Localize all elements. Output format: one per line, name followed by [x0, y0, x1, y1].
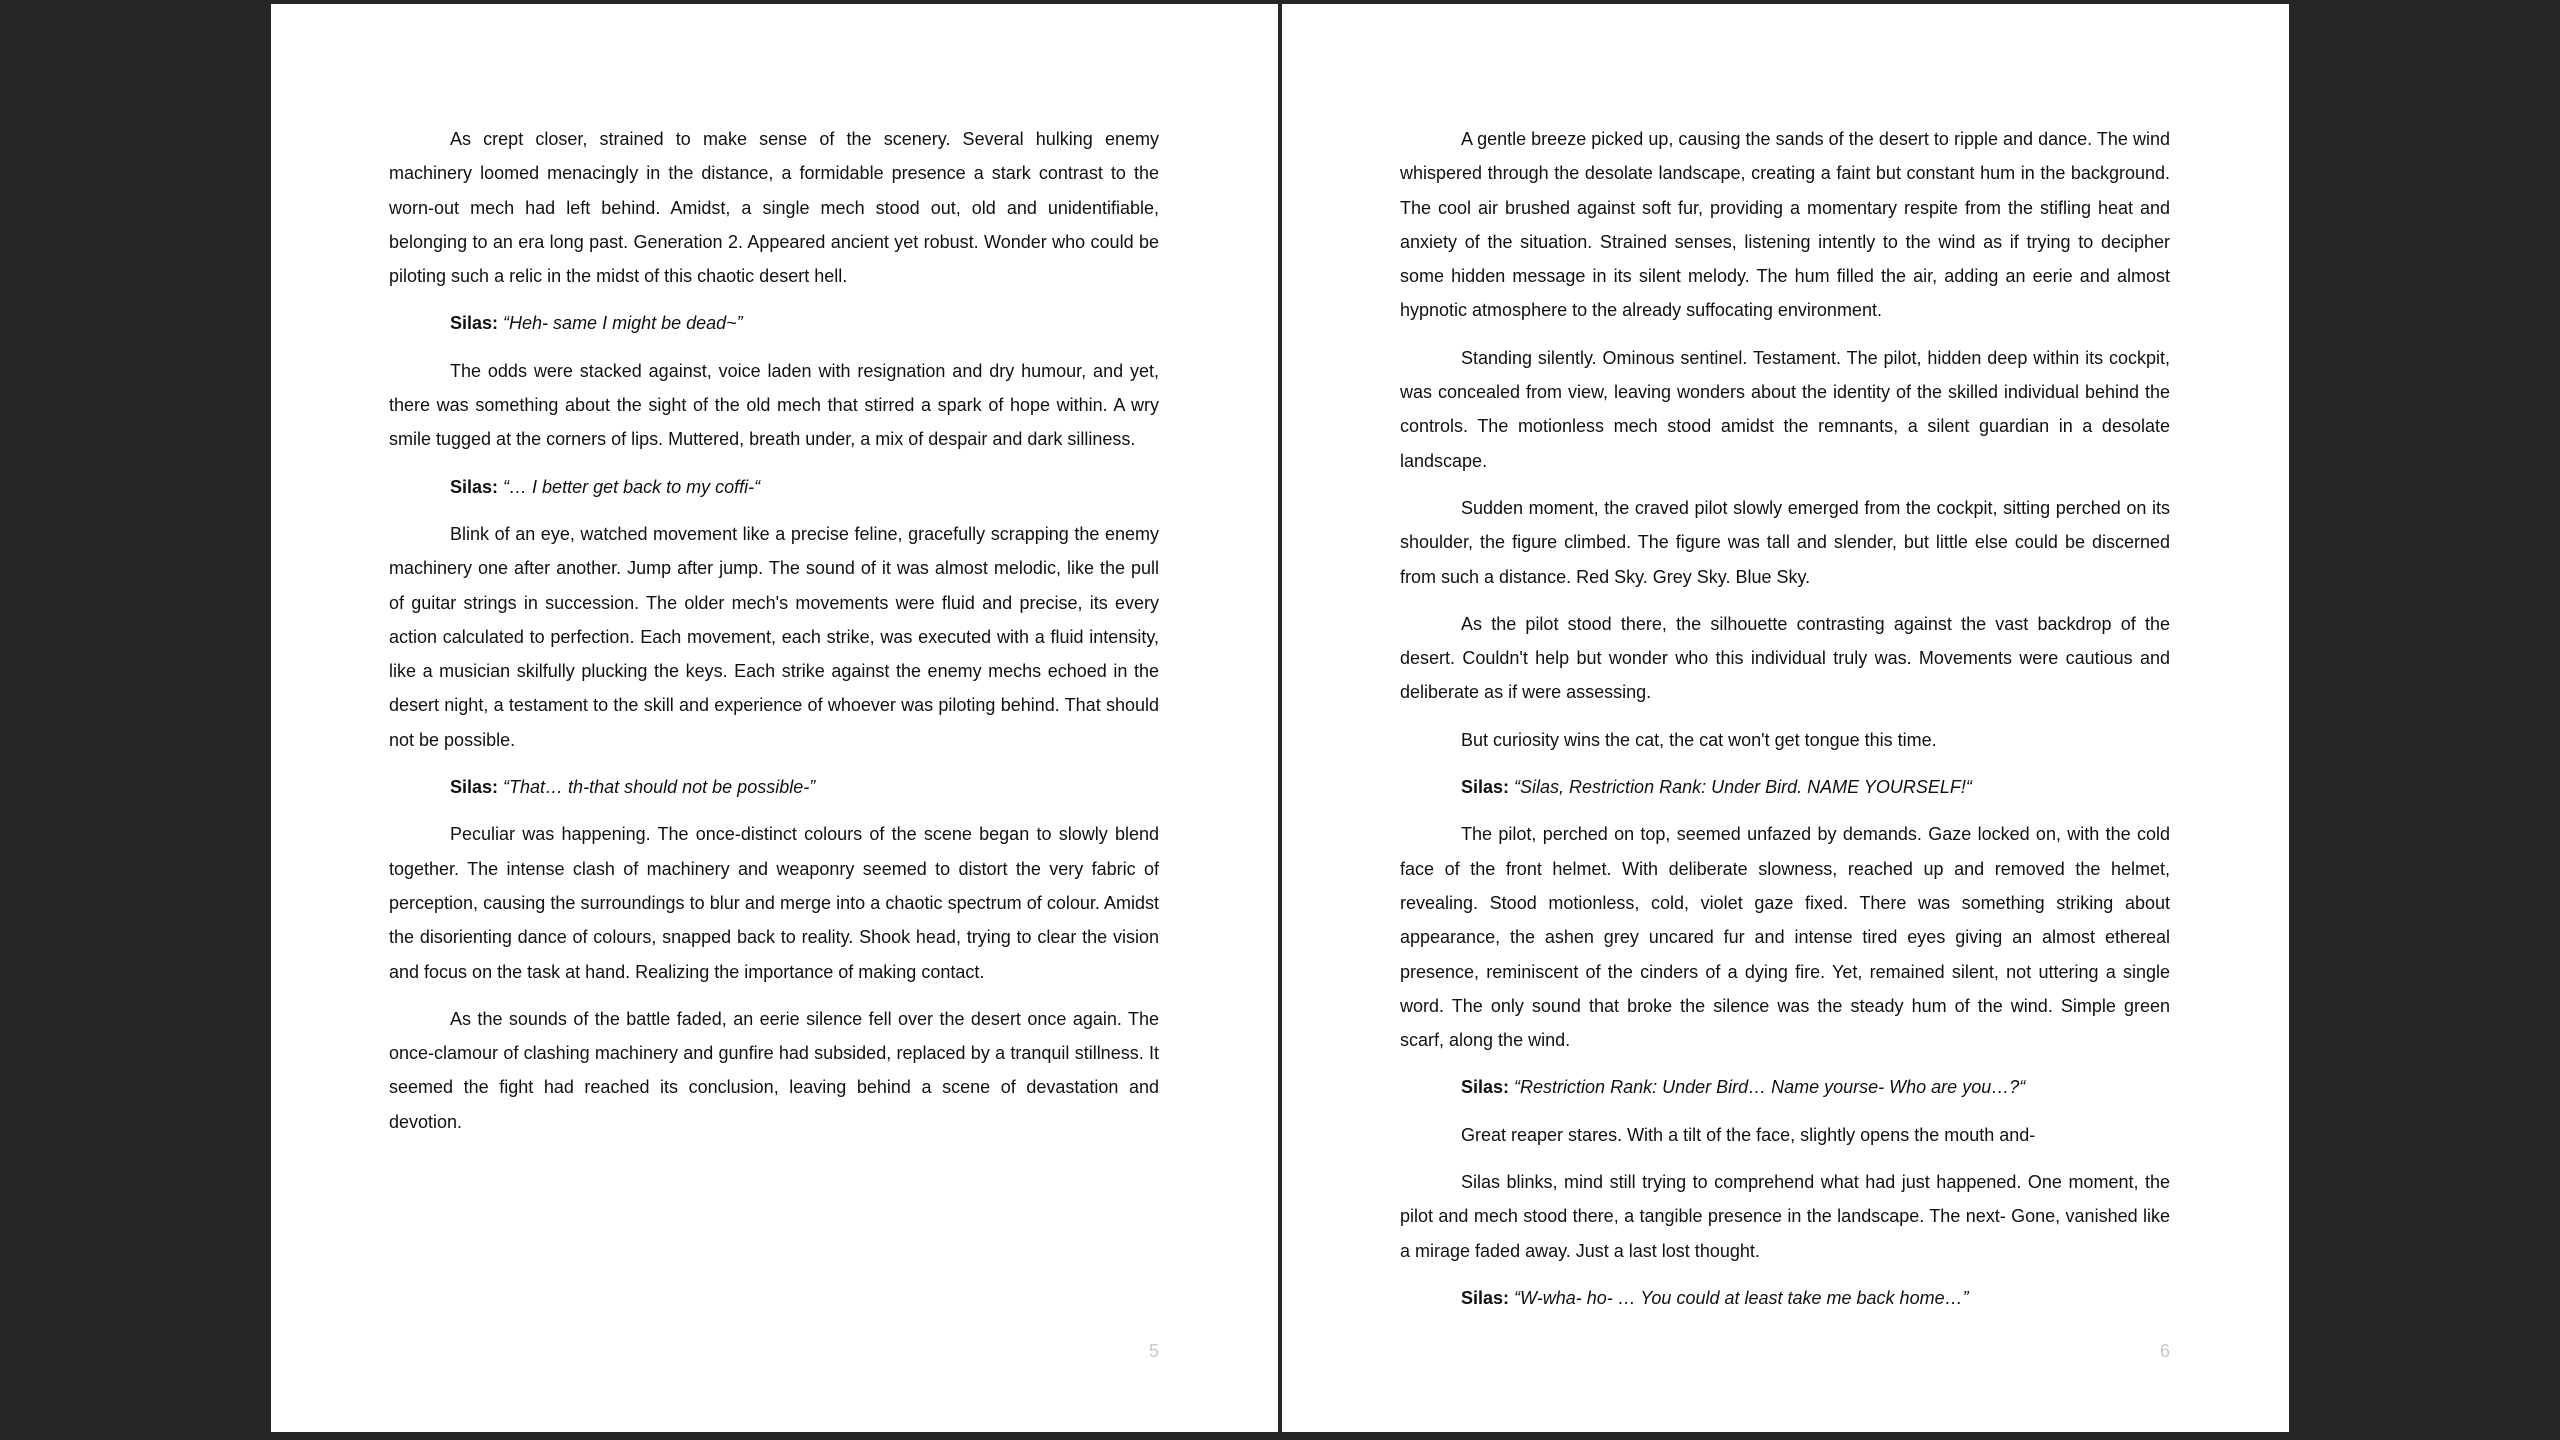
body-paragraph: A gentle breeze picked up, causing the sands of the desert to ripple and dance. The wind whispered through the desolate landscape, creating a faint but constant hum in the background. The cool air brushed against soft fur, providing a momentary respite from the stifling heat and anxiety of the situation. Strained senses, listening intently to the wind as if trying to decipher some hidden message in its silent melody. The hum filled the air, adding an eerie and almost hypnotic atmosphere to the already suffocating environment. [1400, 129, 2170, 321]
page-number: 6 [2159, 1341, 2170, 1361]
speaker-name: Silas: [1461, 1077, 1510, 1098]
page-content [389, 122, 1159, 1152]
body-paragraph: The pilot, perched on top, seemed unfazed by demands. Gaze locked on, with the cold face of the front helmet. With deliberate slowness, reached up and removed the helmet, revealing. Stood motionless, cold, violet gaze fixed. There was something striking about appearance, the ashen grey uncared fur and intense tired eyes giving an almost ethereal presence, reminiscent of the cinders of a dying fire. Yet, remained silent, not uttering a single word. The only sound that broke the silence was the steady hum of the wind. Simple green scarf, along the wind. [1400, 824, 2170, 1051]
speech-text: “Heh- same I might be dead~” [503, 313, 743, 334]
page-6 [1282, 4, 2289, 1432]
speaker-name: Silas: [450, 777, 499, 798]
dialogue-line [1400, 1070, 2170, 1104]
speaker-name: Silas: [1461, 777, 1510, 798]
body-paragraph: Peculiar was happening. The once-distinct colours of the scene began to slowly blend together. The intense clash of machinery and weaponry seemed to distort the very fabric of perception, causing the surroundings to blur and merge into a chaotic spectrum of colour. Amidst the disorienting dance of colours, snapped back to reality. Shook head, trying to clear the vision and focus on the task at hand. Realizing the importance of making contact. [389, 824, 1159, 982]
speech-text: “Silas, Restriction Rank: Under Bird. NAME YOURSELF!“ [1514, 777, 1972, 798]
dialogue-line [389, 470, 1159, 504]
page-5 [271, 4, 1278, 1432]
page-content [1400, 122, 2170, 1328]
speech-text: “… I better get back to my coffi-“ [503, 476, 761, 497]
speaker-name: Silas: [450, 476, 499, 497]
body-paragraph: As crept closer, strained to make sense of the scenery. Several hulking enemy machinery loomed menacingly in the distance, a formidable presence a stark contrast to the worn-out mech had left behind. Amidst, a single mech stood out, old and unidentifiable, belonging to an era long past. Generation 2. Appeared ancient yet robust. Wonder who could be piloting such a relic in the midst of this chaotic desert hell. [389, 129, 1159, 287]
body-paragraph: Blink of an eye, watched movement like a precise feline, gracefully scrapping the enemy machinery one after another. Jump after jump. The sound of it was almost melodic, like the pull of guitar strings in succession. The older mech's movements were fluid and precise, its every action calculated to perfection. Each movement, each strike, was executed with a fluid intensity, like a musician skilfully plucking the keys. Each strike against the enemy mechs echoed in the desert night, a testament to the skill and experience of whoever was piloting behind. That should not be possible. [389, 523, 1159, 750]
dialogue-line [389, 306, 1159, 340]
body-paragraph: Great reaper stares. With a tilt of the face, slightly opens the mouth and- [1461, 1124, 2036, 1145]
speaker-name: Silas: [1461, 1287, 1510, 1308]
body-paragraph: Standing silently. Ominous sentinel. Testament. The pilot, hidden deep within its cockpit, was concealed from view, leaving wonders about the identity of the skilled individual behind the controls. The motionless mech stood amidst the remnants, a silent guardian in a desolate landscape. [1400, 347, 2170, 471]
body-paragraph: The odds were stacked against, voice laden with resignation and dry humour, and yet, there was something about the sight of the old mech that stirred a spark of hope within. A wry smile tugged at the corners of lips. Muttered, breath under, a mix of despair and dark silliness. [389, 360, 1159, 450]
body-paragraph: As the sounds of the battle faded, an eerie silence fell over the desert once again. The once-clamour of clashing machinery and gunfire had subsided, replaced by a tranquil stillness. It seemed the fight had reached its conclusion, leaving behind a scene of devastation and devotion. [389, 1008, 1159, 1132]
speech-text: “That… th-that should not be possible-” [503, 777, 816, 798]
body-paragraph: But curiosity wins the cat, the cat won't get tongue this time. [1461, 729, 1937, 750]
speech-text: “Restriction Rank: Under Bird… Name yourse- Who are you…?“ [1514, 1077, 2026, 1098]
dialogue-line [389, 770, 1159, 804]
body-paragraph: Silas blinks, mind still trying to comprehend what had just happened. One moment, the pilot and mech stood there, a tangible presence in the landscape. The next- Gone, vanished like a mirage faded away. Just a last lost thought. [1400, 1172, 2170, 1261]
body-paragraph: As the pilot stood there, the silhouette contrasting against the vast backdrop of the desert. Couldn't help but wonder who this individual truly was. Movements were cautious and deliberate as if were assessing. [1400, 613, 2170, 703]
speaker-name: Silas: [450, 313, 499, 334]
speech-text: “W-wha- ho- … You could at least take me back home…” [1514, 1287, 1969, 1308]
dialogue-line [1400, 770, 2170, 804]
page-number: 5 [1148, 1341, 1159, 1361]
dialogue-line [1400, 1281, 2170, 1315]
body-paragraph: Sudden moment, the craved pilot slowly emerged from the cockpit, sitting perched on its shoulder, the figure climbed. The figure was tall and slender, but little else could be discerned from such a distance. Red Sky. Grey Sky. Blue Sky. [1400, 497, 2170, 587]
